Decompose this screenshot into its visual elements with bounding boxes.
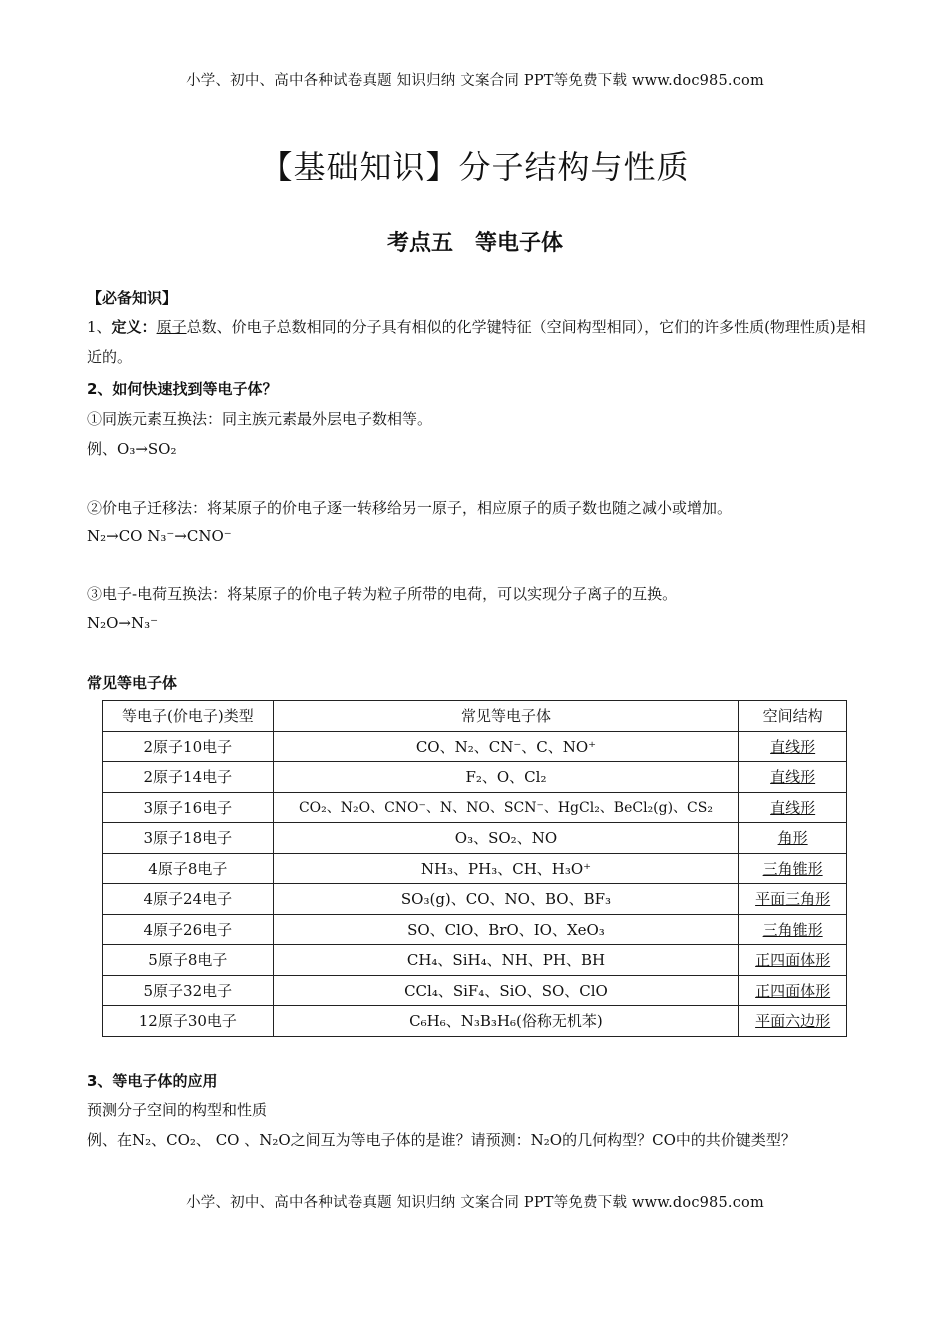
table-row — [103, 792, 847, 823]
section-subtitle: 考点五 等电子体 — [386, 231, 563, 256]
header-species: 常见等电子体 — [273, 701, 739, 732]
table-row — [103, 975, 847, 1006]
type-cell: 3原子16电子 — [103, 792, 274, 823]
type-cell: 3原子18电子 — [103, 823, 274, 854]
shape-cell: 平面六边形 — [739, 1006, 847, 1037]
species-cell: SO₃(g)、CO、NO、BO、BF₃ — [273, 884, 739, 915]
table-row — [103, 914, 847, 945]
definition-underlined-term: 原子 — [156, 318, 187, 336]
table-row — [103, 884, 847, 915]
page-header: 小学、初中、高中各种试卷真题 知识归纳 文案合同 PPT等免费下载 www.doc985.com — [186, 73, 764, 89]
page-title: 【基础知识】分子结构与性质 — [260, 148, 690, 186]
shape-cell: 平面三角形 — [739, 884, 847, 915]
table-row — [103, 762, 847, 793]
type-cell: 4原子8电子 — [103, 853, 274, 884]
type-cell: 2原子14电子 — [103, 762, 274, 793]
table-row — [103, 731, 847, 762]
definition-paragraph: 1、定义：原子总数、价电子总数相同的分子具有相似的化学键特征（空间构型相同），它们的许多性质(物理性质)是相近的。 — [87, 318, 866, 366]
type-cell: 4原子24电子 — [103, 884, 274, 915]
shape-cell: 直线形 — [739, 731, 847, 762]
shape-cell: 直线形 — [739, 762, 847, 793]
header-type: 等电子(价电子)类型 — [103, 701, 274, 732]
header-shape: 空间结构 — [739, 701, 847, 732]
isoelectronic-table — [102, 700, 847, 1037]
shape-cell: 正四面体形 — [739, 975, 847, 1006]
page-footer: 小学、初中、高中各种试卷真题 知识归纳 文案合同 PPT等免费下载 www.doc985.com — [186, 1195, 764, 1211]
type-cell: 5原子32电子 — [103, 975, 274, 1006]
species-cell: CH₄、SiH₄、NH、PH、BH — [273, 945, 739, 976]
table-row — [103, 1006, 847, 1037]
type-cell: 12原子30电子 — [103, 1006, 274, 1037]
species-cell: CCl₄、SiF₄、SiO、SO、ClO — [273, 975, 739, 1006]
species-cell: F₂、O、Cl₂ — [273, 762, 739, 793]
table-row — [103, 853, 847, 884]
shape-cell: 三角锥形 — [739, 914, 847, 945]
species-cell: NH₃、PH₃、CH、H₃O⁺ — [273, 853, 739, 884]
shape-cell: 三角锥形 — [739, 853, 847, 884]
table-row — [103, 945, 847, 976]
species-cell: CO、N₂、CN⁻、C、NO⁺ — [273, 731, 739, 762]
shape-cell: 角形 — [739, 823, 847, 854]
method2-text: ②价电子迁移法：将某原子的价电子逐一转移给另一原子，相应原子的质子数也随之减小或增加。 — [87, 499, 733, 517]
q3-heading: 3、等电子体的应用 — [87, 1072, 218, 1090]
type-cell: 4原子26电子 — [103, 914, 274, 945]
type-cell: 2原子10电子 — [103, 731, 274, 762]
table-row — [103, 823, 847, 854]
q2-heading: 2、如何快速找到等电子体？ — [87, 380, 278, 398]
example-question: 例、在N₂、CO₂、 CO 、N₂O之间互为等电子体的是谁？请预测：N₂O的几何构型？CO中的共价键类型？ — [87, 1131, 796, 1149]
method3-example: N₂O→N₃⁻ — [87, 614, 159, 632]
method1-example: 例、O₃→SO₂ — [87, 440, 177, 458]
table-caption: 常见等电子体 — [87, 674, 178, 692]
method2-example: N₂→CO N₃⁻→CNO⁻ — [87, 527, 232, 545]
type-cell: 5原子8电子 — [103, 945, 274, 976]
species-cell: CO₂、N₂O、CNO⁻、N、NO、SCN⁻、HgCl₂、BeCl₂(g)、CS₂ — [273, 792, 739, 823]
section-label: 【必备知识】 — [87, 289, 178, 307]
species-cell: C₆H₆、N₃B₃H₆(俗称无机苯) — [273, 1006, 739, 1037]
species-cell: O₃、SO₂、NO — [273, 823, 739, 854]
species-cell: SO、ClO、BrO、IO、XeO₃ — [273, 914, 739, 945]
application-text: 预测分子空间的构型和性质 — [87, 1101, 268, 1119]
table-header-row — [103, 701, 847, 732]
method3-text: ③电子-电荷互换法：将某原子的价电子转为粒子所带的电荷，可以实现分子离子的互换。 — [87, 585, 678, 603]
method1-text: ①同族元素互换法：同主族元素最外层电子数相等。 — [87, 410, 433, 428]
shape-cell: 正四面体形 — [739, 945, 847, 976]
shape-cell: 直线形 — [739, 792, 847, 823]
